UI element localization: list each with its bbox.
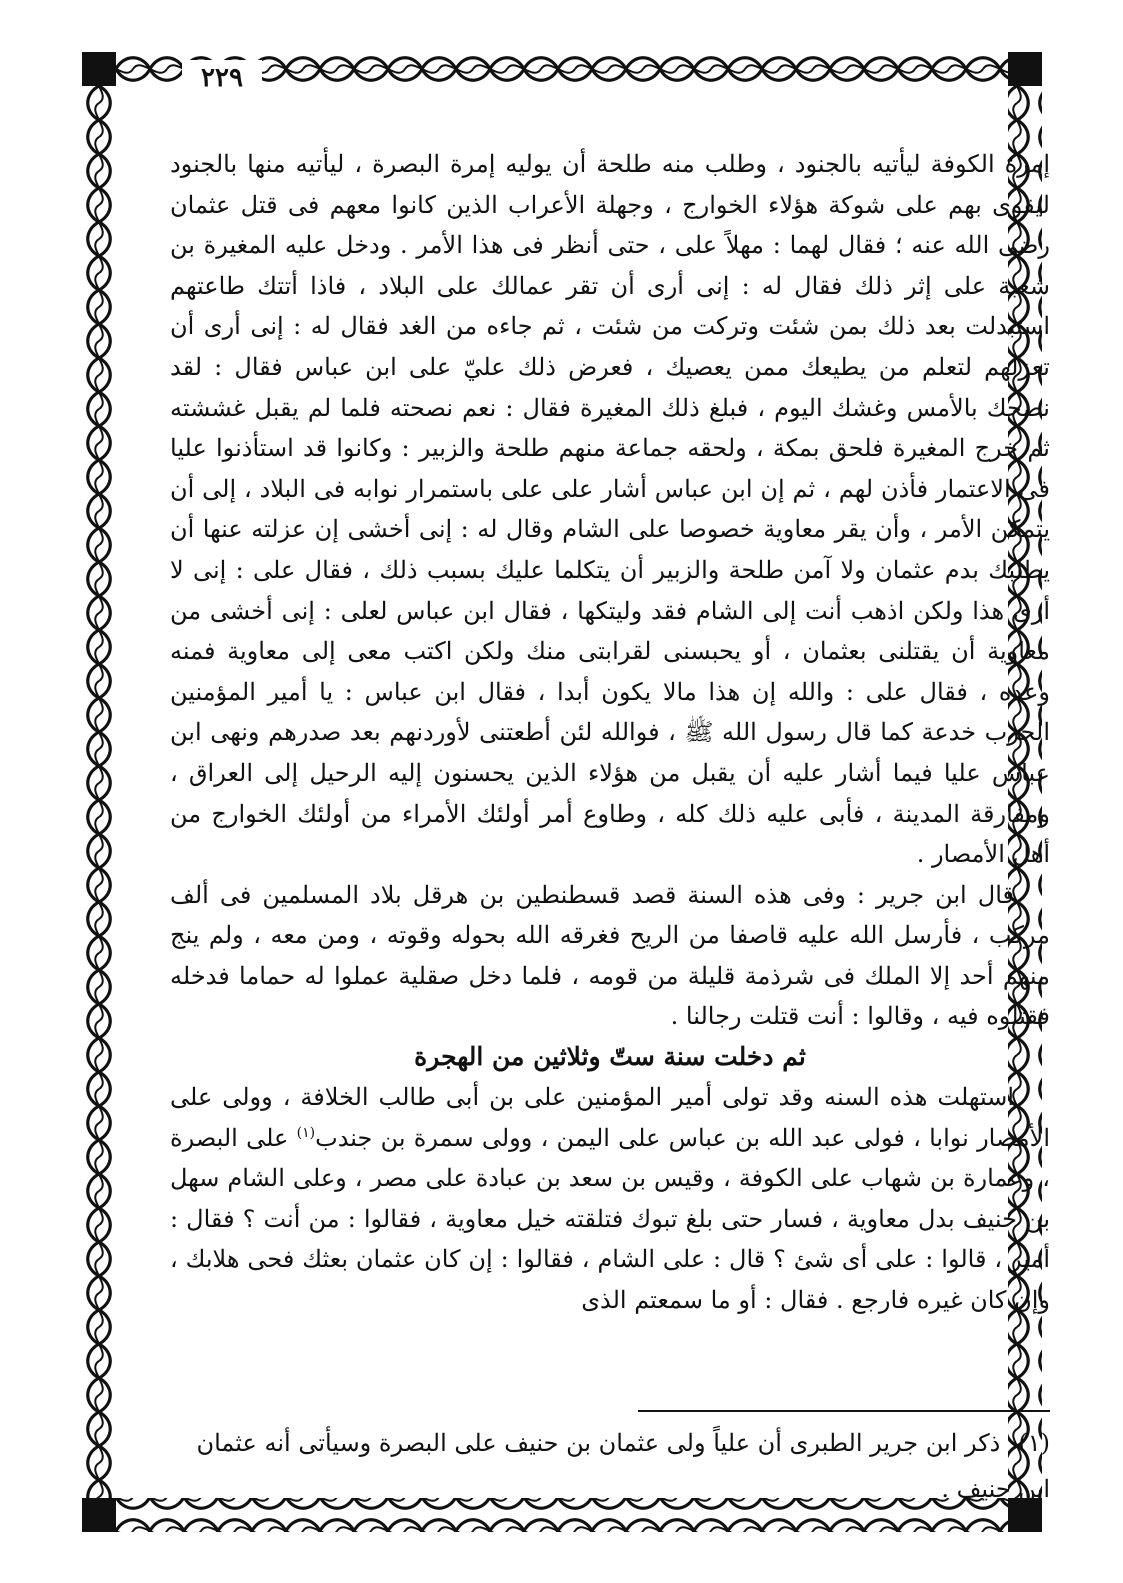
page-content xyxy=(170,144,1051,1503)
body-paragraph-1: إمرة الكوفة ليأتيه بالجنود ، وطلب منه طلحة أن يوليه إمرة البصرة ، ليأتيه منها بالجنود ليقوى بهم على شوكة هؤلاء الخوارج ، وجهلة الأعراب الذين كانوا معهم فى قتل عثمان رضى الله عنه ؛ فقال لهما : مهلاً على ، حتى أنظر فى هذا الأمر . ودخل عليه المغيرة بن شعبة على إثر ذلك فقال له : إنى أرى أن تقر عمالك على البلاد ، فاذا أتتك طاعتهم استبدلت بعد ذلك بمن شئت وتركت من شئت ، ثم جاءه من الغد فقال له : إنى أرى أن تعزلهم لتعلم من يطيعك ممن يعصيك ، فعرض ذلك عليّ على ابن عباس فقال : لقد نصحك بالأمس وغشك اليوم ، فبلغ ذلك المغيرة فقال : نعم نصحته فلما لم يقبل غششته ثم خرج المغيرة فلحق بمكة ، ولحقه جماعة منهم طلحة والزبير : وكانوا قد استأذنوا عليا فى الاعتمار فأذن لهم ، ثم إن ابن عباس أشار على على باستمرار نوابه فى البلاد ، إلى أن يتمكن الأمر ، وأن يقر معاوية خصوصا على الشام وقال له : إنى أخشى إن عزلته عنها أن يطلبك بدم عثمان ولا آمن طلحة والزبير أن يتكلما عليك بسبب ذلك ، فقال على : إنى لا أرى هذا ولكن اذهب أنت إلى الشام فقد وليتكها ، فقال ابن عباس لعلى : إنى أخشى من معاوية أن يقتلنى بعثمان ، أو يحبسنى لقرابتى منك ولكن اكتب معى إلى معاوية فمنه وعده ، فقال على : والله إن هذا مالا يكون أبدا ، فقال ابن عباس : يا أمير المؤمنين الحرب خدعة كما قال رسول الله ﷺ ، فوالله لئن أطعتنى لأوردنهم بعد صدرهم ونهى ابن عباس عليا فيما أشار عليه أن يقبل من هؤلاء الذين يحسنون إليه الرحيل إلى العراق ، ومفارقة المدينة ، فأبى عليه ذلك كله ، وطاوع أمر أولئك الأمراء من أولئك الخوارج من أهل الأمصار . xyxy=(170,150,1051,869)
section-heading: ثم دخلت سنة ستّ وثلاثين من الهجرة xyxy=(414,1042,806,1072)
page-frame xyxy=(82,52,1051,1532)
footnote xyxy=(170,1420,1050,1512)
footnote-divider xyxy=(638,1410,1050,1412)
body-paragraph-3 xyxy=(170,1077,1050,1321)
footnote-text: ذكر ابن جرير الطبرى أن علياً ولى عثمان بن حنيف على البصرة وسيأتى أنه عثمان ابن حنيف . xyxy=(196,1429,1050,1503)
body-paragraph-3-part-2: على البصرة ، وعمارة بن شهاب على الكوفة ، وقيس بن سعد بن عبادة على مصر ، وعلى الشام سهل بن حنيف بدل معاوية ، فسار حتى بلغ تبوك فتلقته خيل معاوية ، فقالوا : من أنت ؟ فقال : أمير ، قالوا : على أى شئ ؟ قال : على الشام ، فقالوا : إن كان عثمان بعثك فحى هلابك ، وإن كان غيره فارجع . فقال : أو ما سمعتم الذى xyxy=(170,1123,1050,1315)
body-paragraph-2: قال ابن جرير : وفى هذه السنة قصد قسطنطين بن هرقل بلاد المسلمين فى ألف مركب ، فأرسل الله عليه قاصفا من الريح فغرقه الله بحوله وقوته ، ومن معه ، ولم ينج منهم أحد إلا الملك فى شرذمة قليلة من قومه ، فلما دخل صقلية عملوا له حماما فدخله فقتلوه فيه ، وقالوا : أنت قتلت رجالنا . xyxy=(170,880,1050,1031)
page-number: ٢٢٩ xyxy=(182,60,262,96)
footnote-mark: (١) xyxy=(1018,1429,1050,1457)
footnote-reference: (١) xyxy=(296,1124,316,1141)
body-paragraph-3-part-1: استهلت هذه السنه وقد تولى أمير المؤمنين على بن أبى طالب الخلافة ، وولى على الأمصار نوابا ، فولى عبد الله بن عباس على اليمن ، وولى سمرة بن جندب xyxy=(170,1083,1051,1152)
